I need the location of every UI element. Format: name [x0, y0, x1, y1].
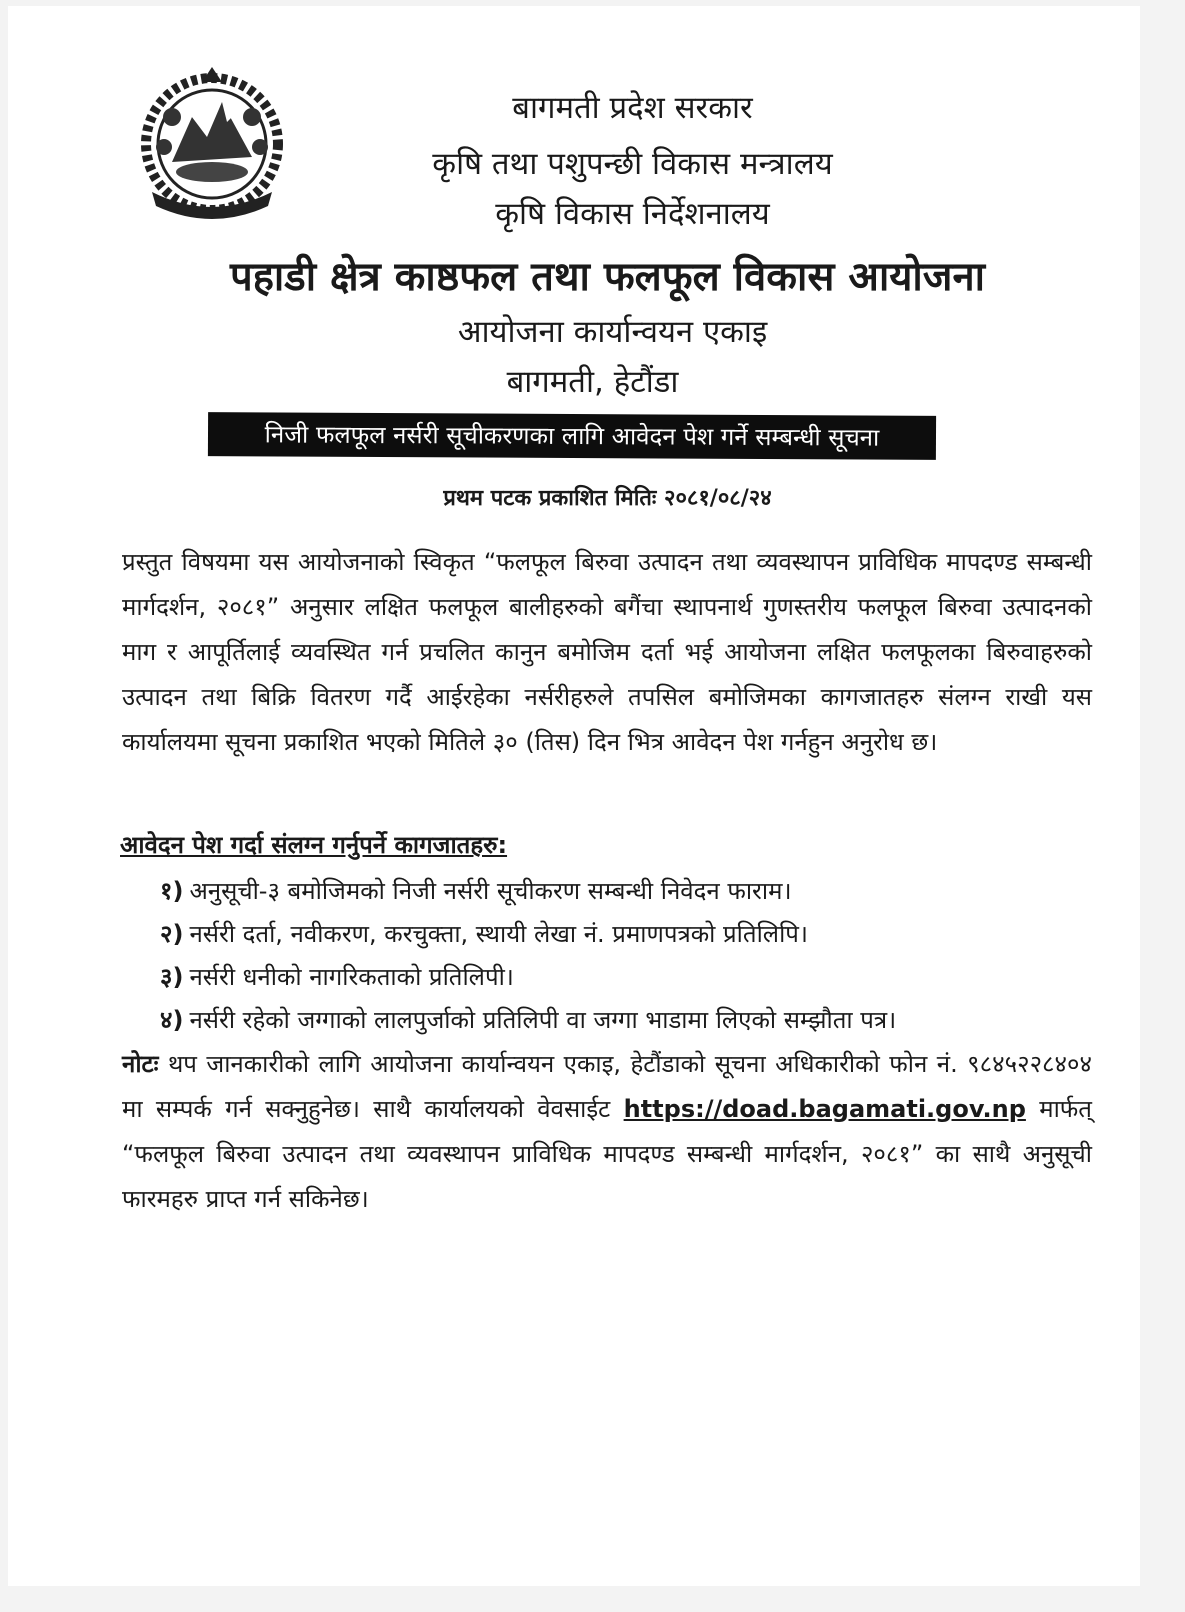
list-item [160, 999, 1060, 1042]
list-item-text: अनुसूची-३ बमोजिमको निजी नर्सरी सूचीकरण सम्बन्धी निवेदन फाराम। [189, 877, 792, 905]
list-item-number: १) [160, 877, 184, 905]
notice-body-paragraph: प्रस्तुत विषयमा यस आयोजनाको स्विकृत “फलफूल बिरुवा उत्पादन तथा व्यवस्थापन प्राविधिक मापदण्ड सम्बन्धी मार्गदर्शन, २०८१” अनुसार लक्षित फलफूल बालीहरुको बगैंचा स्थापनार्थ गुणस्तरीय फलफूल बिरुवा उत्पादनको माग र आपूर्तिलाई व्यवस्थित गर्न प्रचलित कानुन बमोजिम दर्ता भई आयोजना लक्षित फलफूलका बिरुवाहरुको उत्पादन तथा बिक्रि वितरण गर्दै आईरहेका नर्सरीहरुले तपसिल बमोजिमका कागजातहरु संलग्न राखी यस कार्यालयमा सूचना प्रकाशित भएको मितिले ३० (तिस) दिन भित्र आवेदन पेश गर्नहुन अनुरोध छ। [122, 548, 1092, 756]
list-item-text: नर्सरी धनीको नागरिकताको प्रतिलिपी। [189, 963, 514, 991]
list-item [160, 956, 1060, 999]
list-item-number: ३) [160, 963, 184, 991]
ministry-name: कृषि तथा पशुपन्छी विकास मन्त्रालय [432, 146, 833, 182]
implementation-unit: आयोजना कार्यान्वयन एकाइ [457, 314, 768, 350]
list-item-text: नर्सरी दर्ता, नवीकरण, करचुक्ता, स्थायी लेखा नं. प्रमाणपत्रको प्रतिलिपि। [189, 920, 809, 948]
list-item-number: ४) [160, 1006, 184, 1034]
notice-page [8, 6, 1140, 1586]
directorate-name: कृषि विकास निर्देशनालय [495, 196, 770, 232]
published-date: प्रथम पटक प्रकाशित मितिः २०८१/०८/२४ [443, 486, 772, 511]
documents-list [160, 870, 1060, 1042]
office-location: बागमती, हेटौंडा [506, 364, 679, 400]
note-text-before-link: थप जानकारीको लागि आयोजना कार्यान्वयन एकाइ, हेटौंडाको सूचना अधिकारीको फोन नं. ९८४५२२८४०४ मा सम्पर्क गर्न सक्नुहुनेछ। साथै कार्यालयको वेवसाईट [122, 1050, 1092, 1123]
note-paragraph [122, 1042, 1092, 1222]
list-item-text: नर्सरी रहेको जग्गाको लालपुर्जाको प्रतिलिपी वा जग्गा भाडामा लिएको सम्झौता पत्र। [189, 1006, 897, 1034]
list-item-number: २) [160, 920, 184, 948]
notice-title-banner: निजी फलफूल नर्सरी सूचीकरणका लागि आवेदन पेश गर्ने सम्बन्धी सूचना [208, 412, 936, 460]
list-item [160, 870, 1060, 913]
website-link[interactable]: https://doad.bagamati.gov.np [623, 1095, 1026, 1123]
note-text-after-link: मार्फत् “फलफूल बिरुवा उत्पादन तथा व्यवस्थापन प्राविधिक मापदण्ड सम्बन्धी मार्गदर्शन, २०८१” का साथै अनुसूची फारमहरु प्राप्त गर्न सकिनेछ। [122, 1095, 1092, 1213]
documents-heading: आवेदन पेश गर्दा संलग्न गर्नुपर्ने कागजातहरु: [120, 831, 508, 859]
list-item [160, 913, 1060, 956]
note-label: नोटः [122, 1050, 159, 1078]
government-name: बागमती प्रदेश सरकार [512, 90, 753, 126]
project-title: पहाडी क्षेत्र काष्ठफल तथा फलफूल विकास आयोजना [229, 254, 986, 300]
